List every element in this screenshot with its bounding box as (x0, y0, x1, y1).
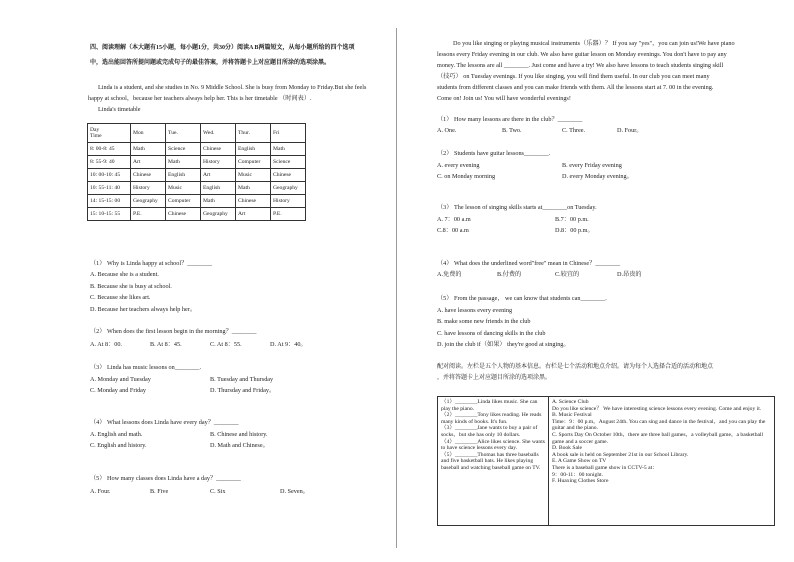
rq4-option-b: B.付费的 (497, 271, 522, 278)
table-cell: 8: 55-9: 40 (88, 156, 131, 169)
rq5-option-a: A. have lessons every evening (437, 307, 513, 314)
table-cell: P.E. (131, 208, 166, 221)
table-row (88, 156, 306, 169)
table-cell: Geography (271, 182, 306, 195)
table-row (88, 143, 306, 156)
passage-line-4: （技巧） on Tuesday evenings. If you like singing, you will find them useful. In our club you can meet many (437, 73, 710, 80)
table-cell: 10: 00-10: 45 (88, 169, 131, 182)
rq4-option-c: C.较宜的 (555, 271, 580, 278)
table-cell: P.E. (271, 208, 306, 221)
matching-title-line-1: 配对阅读。左栏是五个人物的基本信息。右栏是七个活动和地点介绍。请为每个人选择合适的活动和地点 (437, 364, 714, 370)
table-header-cell: Fri (271, 124, 306, 143)
rq3-option-d: D.8：00 p.m。 (555, 227, 594, 234)
table-header-cell: Mon (131, 124, 166, 143)
q3-option-d: D. Thursday and Friday。 (210, 387, 276, 394)
table-cell: English (236, 143, 271, 156)
q4-option-b: B. Chinese and history. (210, 431, 268, 438)
table-cell: History (201, 156, 236, 169)
table-cell: 14: 15-15: 00 (88, 195, 131, 208)
table-cell: 10: 55-11: 40 (88, 182, 131, 195)
timetable-caption: Linda's timetable (98, 106, 141, 113)
matching-person-1: （1）________Linda likes music. She can play the piano. (441, 399, 538, 412)
rq5-option-d: D. join the club if（如果） they're good at singing。 (437, 341, 570, 348)
rq4-option-a: A.免费的 (437, 271, 462, 278)
q5-option-c: C. Six (210, 488, 226, 495)
activity-d-text: A book sale is held on September 21st in our School Library. (552, 451, 689, 458)
table-cell: Art (201, 169, 236, 182)
table-header-cell: Day Time (88, 124, 131, 143)
table-header-cell: Thur. (236, 124, 271, 143)
table-cell: Science (271, 156, 306, 169)
table-row (88, 195, 306, 208)
rq2-option-c: C. on Monday morning (437, 173, 496, 180)
section-title-line-2: 中，选出能回答所提问题或完成句子的最佳答案，并将答题卡上对应题目所涂的选项涂黑。 (90, 60, 331, 66)
question-1: （1） Why is Linda happy at school？________ (90, 260, 213, 267)
table-cell: History (131, 182, 166, 195)
activity-e-text-1: There is a baseball game show in CCTV-5 at： (552, 464, 658, 471)
right-question-1: （1） How many lessons are there in the club？________ (437, 116, 583, 123)
right-question-2: （2） Students have guitar lessons________. (437, 150, 551, 157)
q4-option-c: C. English and history. (90, 442, 147, 449)
q2-option-a: A. At 8：00. (90, 341, 122, 348)
activity-f-title: F. Huaxing Clothes Store (552, 478, 609, 485)
q3-option-b: B. Tuesday and Thursday (210, 376, 274, 383)
rq2-option-a: A. every evening (437, 162, 480, 169)
matching-person-2: （2）________Tony likes reading. He reads many kinds of books. It's fun. (441, 412, 542, 425)
rq1-option-d: D. Four。 (617, 127, 643, 134)
passage-line-2: lessons every Friday evening in our club. We also have guitar lesson on Monday evenings. You don't have to pay any (437, 51, 727, 58)
table-header-cell: Tue. (166, 124, 201, 143)
section-title-line-1: 四、阅读理解（本大题有15小题，每小题1分，共30分）阅读A B两篇短文，从每小题所给的四个选项 (90, 45, 355, 51)
activity-a-text: Do you like science？ We have interesting science lessons every evening. Come and enjoy it. (552, 405, 762, 412)
q2-option-d: D. At 9：40。 (270, 341, 307, 348)
rq3-option-c: C.8：00 a.m (437, 227, 469, 234)
q5-option-d: D. Seven。 (280, 488, 309, 495)
table-cell: Music (166, 182, 201, 195)
rq1-option-b: B. Two. (502, 127, 522, 134)
table-header-cell: Wed. (201, 124, 236, 143)
rq1-option-a: A. One. (437, 127, 457, 134)
rq1-option-c: C. Three. (562, 127, 586, 134)
table-cell: Art (131, 156, 166, 169)
q5-option-a: A. Four. (90, 488, 111, 495)
matching-people-column (441, 399, 545, 472)
q3-option-a: A. Monday and Tuesday (90, 376, 151, 383)
table-cell: 8: 00-8: 45 (88, 143, 131, 156)
table-cell: Chinese (166, 208, 201, 221)
activity-a-title: A. Science Club (552, 399, 589, 405)
q4-option-d: D. Math and Chinese。 (210, 442, 269, 449)
rq2-option-d: D. every Monday evening。 (562, 173, 633, 180)
intro-line-2: happy at school，because her teachers always help her. This is her timetable （时间表）. (88, 95, 312, 102)
right-question-5: （5） From the passage， we can know that students can________. (437, 295, 607, 302)
table-row (88, 182, 306, 195)
table-cell: Math (236, 182, 271, 195)
rq4-option-d: D.昂贵的 (617, 271, 642, 278)
rq5-option-b: B. make some new friends in the club (437, 318, 531, 325)
passage-line-1: Do you like singing or playing musical instruments（乐器）？ If you say "yes"，you can join us!We have piano (453, 40, 735, 47)
matching-activities-column (552, 399, 770, 485)
question-3: （3） Linda has music lessons on________. (90, 364, 202, 371)
table-cell: Chinese (236, 195, 271, 208)
table-cell: Math (271, 143, 306, 156)
table-cell: Chinese (201, 143, 236, 156)
right-question-4: （4） What does the underlined word"free" mean in Chinese？________ (437, 260, 621, 267)
activity-d-title: D. Book Sale (552, 445, 582, 452)
matching-person-5: （5）________Thomas has three baseballs and five basketball bats. He likes playing baseball and watching baseball game on TV. (441, 451, 541, 471)
table-cell: Music (236, 169, 271, 182)
table-cell: Math (131, 143, 166, 156)
rq5-option-c: C. have lessons of dancing skills in the club (437, 330, 546, 337)
table-cell: Computer (166, 195, 201, 208)
matching-box (437, 396, 775, 526)
table-cell: Chinese (131, 169, 166, 182)
rq3-option-b: B.7：00 p.m. (555, 216, 589, 223)
rq3-option-a: A. 7：00 a.m (437, 216, 471, 223)
q3-option-c: C. Monday and Friday (90, 387, 147, 394)
matching-divider (548, 397, 549, 525)
table-cell: Math (201, 195, 236, 208)
timetable (87, 123, 306, 221)
activity-b-text: Time：9：00 p.m，August 24th. You can sing and dance in the festival，and you can play the guitar and the piano. (552, 418, 766, 432)
table-row (88, 208, 306, 221)
q1-option-a: A. Because she is a student. (90, 271, 159, 278)
table-cell: History (271, 195, 306, 208)
table-cell: Math (166, 156, 201, 169)
table-cell: English (201, 182, 236, 195)
passage-line-3: money. The lessons are all ________. Just come and have a try! We also have lessons to teach students singing skill (437, 62, 724, 69)
matching-title-line-2: ，并将答题卡上对应题目所涂的选项涂黑。 (437, 375, 552, 381)
table-row (88, 169, 306, 182)
table-cell: Chinese (271, 169, 306, 182)
table-cell: Geography (201, 208, 236, 221)
matching-person-4: （4）________Alice likes science. She wants to have science lessons every day. (441, 438, 545, 452)
activity-e-text-2: 9：00-11：00 tonight. (552, 471, 604, 478)
table-cell: 15: 10-15: 55 (88, 208, 131, 221)
question-4: （4） What lessons does Linda have every day？________ (90, 419, 239, 426)
rq2-option-b: B. every Friday evening (562, 162, 622, 169)
activity-c-text: C. Sports Day On October 10th，there are three ball games，a volleyball game，a basketball game and a soccer game. (552, 431, 764, 445)
right-question-3: （3） The lesson of singing skills starts at________on Tuesday. (437, 204, 597, 211)
table-cell: English (166, 169, 201, 182)
q2-option-b: B. At 8：45. (150, 341, 182, 348)
q1-option-c: C. Because she likes art. (90, 294, 151, 301)
intro-line-1: Linda is a student, and she studies in No. 9 Middle School. She is busy from Monday to Friday.But she feels (98, 84, 367, 91)
q4-option-a: A. English and math. (90, 431, 143, 438)
q5-option-b: B. Five (150, 488, 169, 495)
table-header-row (88, 124, 306, 143)
activity-e-title: E. A Game Show on TV (552, 458, 607, 465)
table-cell: Art (236, 208, 271, 221)
question-5: （5） How many classes does Linda have a day？________ (90, 475, 241, 482)
passage-line-5: students from different classes and you can make friends with them. All the lessons start at 7. 00 in the evening. (437, 84, 714, 91)
table-cell: Computer (236, 156, 271, 169)
passage-line-6: Come on! Join us! You will have wonderful evenings! (437, 95, 571, 102)
question-2: （2） When does the first lesson begin in the morning？________ (90, 328, 257, 335)
q2-option-c: C. At 8：55. (210, 341, 242, 348)
q1-option-d: D. Because her teachers always help her。 (90, 306, 197, 313)
table-cell: Science (166, 143, 201, 156)
table-cell: Geography (131, 195, 166, 208)
matching-person-3: （3）________Jane wants to buy a pair of socks，but she has only 10 dollars. (441, 425, 538, 438)
q1-option-b: B. Because she is busy at school. (90, 283, 172, 290)
activity-b-title: B. Music Festival (552, 412, 592, 419)
